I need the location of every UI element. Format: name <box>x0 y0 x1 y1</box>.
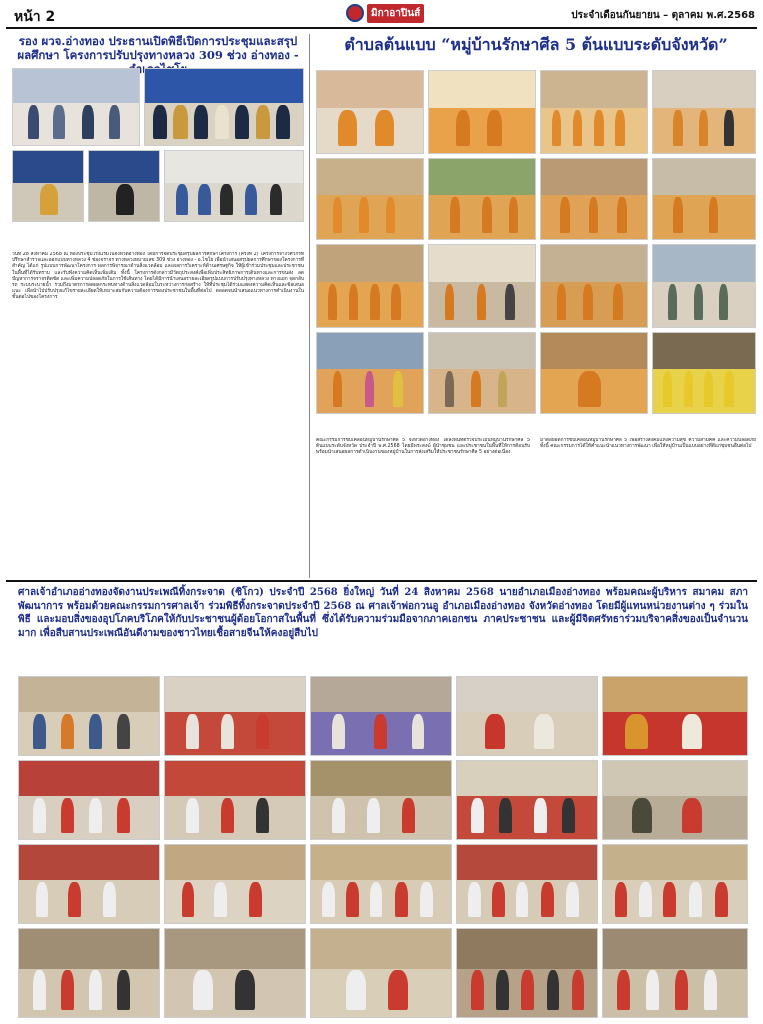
issue-date: ประจำเดือนกันยายน – ตุลาคม พ.ศ.2568 <box>571 10 755 21</box>
article-photo <box>456 760 598 840</box>
article-photo <box>602 844 748 924</box>
page-number: หน้า 2 <box>14 9 56 25</box>
article-photo <box>316 244 424 328</box>
article-photo <box>164 676 306 756</box>
article-photo <box>164 844 306 924</box>
article-photo <box>316 158 424 240</box>
page-header <box>0 0 763 28</box>
article-photo <box>456 676 598 756</box>
article-photo <box>540 158 648 240</box>
article-photo <box>164 150 304 222</box>
article-photo <box>652 70 756 154</box>
column-divider <box>309 34 310 578</box>
article-photo <box>456 844 598 924</box>
right-article-title: ตำบลต้นแบบ “หมู่บ้านรักษาศีล 5 ต้นแบบระดับจังหวัด” <box>344 35 728 54</box>
article-photo <box>164 760 306 840</box>
left-article-title: รอง ผวจ.อ่างทอง ประธานเปิดพิธีเปิดการประชุมและสรุปผลศึกษา โครงการปรับปรุงทางหลวง 309 ช่วง อ่างทอง - <box>17 34 299 62</box>
article-photo <box>310 928 452 1018</box>
article-photo <box>164 928 306 1018</box>
article-photo <box>310 676 452 756</box>
header-rule <box>6 27 757 29</box>
newspaper-logo <box>346 3 434 23</box>
logo-text: มิกาอาปินส์ <box>367 4 424 23</box>
article-photo <box>310 844 452 924</box>
article-photo <box>652 244 756 328</box>
article-photo <box>428 244 536 328</box>
article-photo <box>456 928 598 1018</box>
article-photo <box>18 760 160 840</box>
article-photo <box>428 70 536 154</box>
right-article-body-right: มาต่อยอดการขับเคลื่อนหมู่บ้านรักษาศีล 5 เพื่อสร้างสังคมแห่งความสุข ความสามัคคี และความปลอดภัย ทั้งนี้ คณะกรรมการได้ให้คำแนะนำแนวทางการพัฒนา เพื่อให้หมู่บ้านเป็นแบบอย่างที่ดีแก่ชุมชนอื่นต่อไป <box>540 438 756 450</box>
bottom-article-headline: ศาลเจ้าอำเภออ่างทองจัดงานประเพณีทิ้งกระจาด (ซิโกว) ประจำปี 2568 ยิ่งใหญ่ วันที่ 24 สิงหาคม 2568 นายอำเภอเมืองอ่างทอง พร้อมคณะผู้บริหาร สมาคม สภาพัฒนาการ พร้อมด้วยคณะกรรมการศาลเจ้า ร่วมพิธีทิ้งกระจาดประจำปี 2568 ณ ศาลเจ้าพ่อกวนอู อำเภอเมืองอ่างทอง จังหวัดอ่างทอง โดยมีผู้แทนหน่วยงานต่าง ๆ ร่วมในพิธี และมอบสิ่งของอุปโภคบริโภคให้กับประชาชนผู้ด้อยโอกาสในพื้นที่ ซึ่งได้รับความร่วมมือจากภาคเอกชน ภาคประชาชน และผู้มีจิตศรัทธาร่วมบริจาคสิ่งของเป็นจำนวนมาก เพื่อสืบสานประเพณีอันดีงามของชาวไทยเชื้อสายจีนให้คงอยู่สืบไป <box>18 587 748 639</box>
article-photo <box>18 844 160 924</box>
bottom-article <box>0 586 763 1024</box>
article-photo <box>602 760 748 840</box>
article-photo <box>540 70 648 154</box>
logo-emblem-icon <box>346 4 364 22</box>
article-photo <box>428 332 536 414</box>
article-photo <box>652 332 756 414</box>
article-photo <box>18 928 160 1018</box>
right-article <box>316 34 756 576</box>
article-photo <box>428 158 536 240</box>
article-photo <box>602 676 748 756</box>
article-photo <box>602 928 748 1018</box>
left-article-body: วันที่ 28 สิงหาคม 2568 ณ ห้องประชุมโรงแรมในจังหวัดอ่างทอง ได้มีการจัดประชุมสรุปผลการศึกษาโครงการ (ครั้งที่ 2) โครงการจ้างวิศวกรที่ปรึกษาสำรวจและออกแบบทางหลวง 4 ช่องจราจร ทางหลวงหมายเลข 309 ช่วง อ่างทอง - อ.ไชโย เพื่อนำเสนอสรุปผลการศึกษาของโครงการที่สำคัญ ได้แก่ รูปแบบการพัฒนาโครงการ ผลการพิจารณาด้านสิ่งแวดล้อม และผลการวิเคราะห์ด้านเศรษฐกิจ ให้ผู้เข้าร่วมประชุมและประชาชนในพื้นที่ได้รับทราบ และรับฟังความคิดเห็นเพิ่มเติม ทั้งนี้ โครงการดังกล่าวมีวัตถุประสงค์เพื่อเพิ่มประสิทธิภาพการเดินทางและการขนส่ง ลดปัญหาการจราจรติดขัด และเพิ่มความปลอดภัยในการใช้เส้นทาง โดยได้มีการนำเสนอรายละเอียดรูปแบบการปรับปรุงทางหลวง ทางแยก จุดกลับรถ ระบบระบายน้ำ รวมถึงมาตรการลดผลกระทบทางด้านสิ่งแวดล้อมในระหว่างการก่อสร้าง ให้ที่ประชุมได้ร่วมแสดงความคิดเห็นและข้อเสนอแนะ เพื่อนำไปปรับปรุงแก้ไขรายละเอียดให้เหมาะสมกับความต้องการของประชาชนในพื้นที่ต่อไป ตลอดจนนำเสนอแนวทางการดำเนินงานในขั้นต่อไปของโครงการ <box>12 252 304 301</box>
article-photo <box>144 68 304 146</box>
left-article <box>12 34 304 576</box>
article-photo <box>12 68 140 146</box>
article-photo <box>310 760 452 840</box>
article-photo <box>316 70 424 154</box>
right-article-body-left: คณะกรรมการขับเคลื่อนหมู่บ้านรักษาศีล 5 จังหวัดอ่างทอง ได้ลงพื้นที่ตรวจประเมินหมู่บ้านรักษาศีล 5 ต้นแบบระดับจังหวัด ประจำปี พ.ศ.2568 โดยมีพระสงฆ์ ผู้นำชุมชน และประชาชนในพื้นที่ให้การต้อนรับ พร้อมนำเสนอผลการดำเนินงานของหมู่บ้านในการส่งเสริมให้ประชาชนรักษาศีล 5 อย่างต่อเนื่อง <box>316 438 530 456</box>
article-photo <box>316 332 424 414</box>
article-photo <box>540 332 648 414</box>
article-photo <box>18 676 160 756</box>
article-photo <box>540 244 648 328</box>
article-photo <box>88 150 160 222</box>
article-photo <box>652 158 756 240</box>
article-photo <box>12 150 84 222</box>
section-rule <box>6 580 757 582</box>
